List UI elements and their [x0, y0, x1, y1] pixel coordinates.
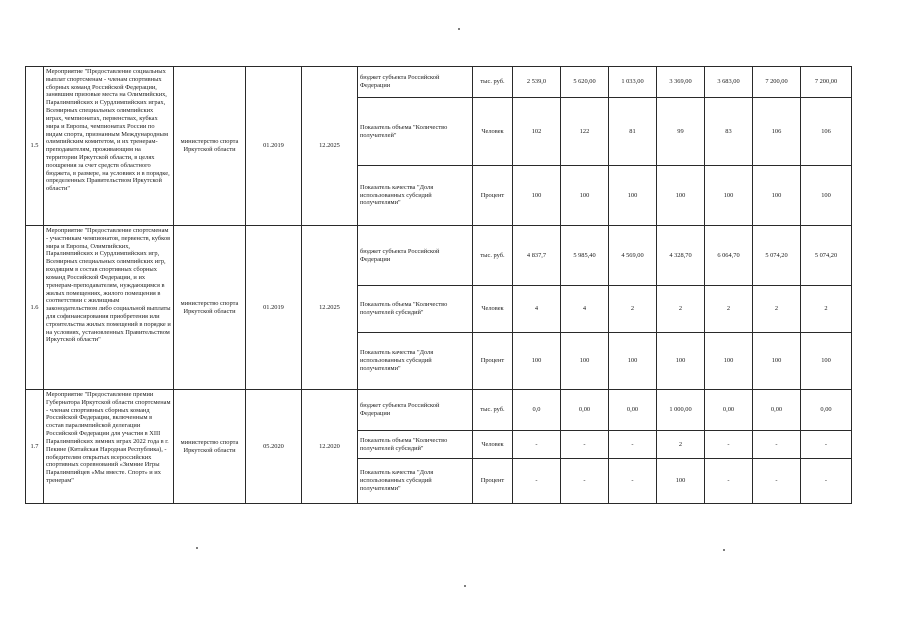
event-description: Мероприятие "Предоставление социальных выплат спортсменам - членам спортивных сборных команд Российской Федерации, занявшим призовые места на Олимпийских, Паралимпийских и Сурдлимпийских играх, Всемирных специальных олимпийских играх, чемпионатах, первенствах, кубках мира и Европы, чемпионатах России по видам спорта, признанным Международным олимпийским комитетом, и их тренерам-преподавателям, проживающим на территории Иркутской области, в целях поощрения за счет средств областного бюджета, в размере, на условиях и в порядке, определенных Правительством Иркутской области"	[44, 67, 174, 226]
scan-speck	[458, 28, 460, 30]
indicator-value: 2	[657, 286, 705, 333]
start-date: 05.2020	[246, 390, 302, 504]
indicator-value: 6 064,70	[705, 226, 753, 286]
program-table	[25, 66, 852, 504]
item-number: 1.6	[26, 226, 44, 390]
indicator-value: 4 569,00	[609, 226, 657, 286]
event-description: Мероприятие "Предоставление спортсменам - участникам чемпионатов, первенств, кубков мира и Европы, Олимпийских, Паралимпийских и Сурдлимпийских игр, Всемирных специальных олимпийских игр, входящим в состав спортивных сборных команд Российской Федерации, и их тренерам-преподавателям, нуждающимся в жилых помещениях, жилого помещения в соответствии с жилищным законодательством либо социальной выплаты для софинансирования приобретения или строительства жилых помещений в порядке и на условиях, установленных Правительством Иркутской области"	[44, 226, 174, 390]
indicator-value: 0,00	[705, 390, 753, 431]
indicator-value: 2	[609, 286, 657, 333]
scan-speck	[464, 585, 466, 587]
indicator-unit: Процент	[473, 333, 513, 390]
indicator-value: 106	[753, 98, 801, 166]
indicator-value: 2	[801, 286, 852, 333]
table-body	[26, 67, 852, 504]
indicator-value: 81	[609, 98, 657, 166]
indicator-value: 106	[801, 98, 852, 166]
indicator-value: 99	[657, 98, 705, 166]
item-number: 1.7	[26, 390, 44, 504]
indicator-value: -	[561, 459, 609, 504]
indicator-unit: Процент	[473, 166, 513, 226]
indicator-value: 100	[705, 166, 753, 226]
indicator-value: 100	[753, 333, 801, 390]
scan-speck	[723, 549, 725, 551]
indicator-value: 100	[609, 166, 657, 226]
table-row	[26, 390, 852, 431]
indicator-value: 100	[561, 166, 609, 226]
indicator-value: 2	[657, 431, 705, 459]
indicator-value: 100	[513, 333, 561, 390]
indicator-unit: Человек	[473, 98, 513, 166]
indicator-value: 0,00	[801, 390, 852, 431]
indicator-value: -	[513, 431, 561, 459]
indicator-value: -	[801, 431, 852, 459]
indicator-value: 7 200,00	[801, 67, 852, 98]
indicator-name: Показатель объема "Количество получателей субсидий"	[358, 431, 473, 459]
indicator-value: -	[753, 431, 801, 459]
indicator-name: бюджет субъекта Российской Федерации	[358, 67, 473, 98]
indicator-unit: тыс. руб.	[473, 226, 513, 286]
indicator-name: Показатель объема "Количество получателей"	[358, 98, 473, 166]
indicator-value: 0,00	[753, 390, 801, 431]
indicator-value: 102	[513, 98, 561, 166]
indicator-value: -	[705, 459, 753, 504]
indicator-value: 2	[705, 286, 753, 333]
table-row	[26, 67, 852, 98]
indicator-value: 1 033,00	[609, 67, 657, 98]
indicator-value: 5 985,40	[561, 226, 609, 286]
responsible-executor: министерство спорта Иркутской области	[174, 226, 246, 390]
indicator-value: 100	[801, 333, 852, 390]
indicator-name: бюджет субъекта Российской Федерации	[358, 226, 473, 286]
indicator-value: 100	[657, 333, 705, 390]
indicator-value: 4 328,70	[657, 226, 705, 286]
start-date: 01.2019	[246, 67, 302, 226]
indicator-name: Показатель объема "Количество получателей субсидий"	[358, 286, 473, 333]
indicator-value: -	[705, 431, 753, 459]
responsible-executor: министерство спорта Иркутской области	[174, 67, 246, 226]
indicator-value: 100	[657, 459, 705, 504]
indicator-unit: тыс. руб.	[473, 67, 513, 98]
start-date: 01.2019	[246, 226, 302, 390]
indicator-value: -	[513, 459, 561, 504]
indicator-value: -	[561, 431, 609, 459]
indicator-value: 0,0	[513, 390, 561, 431]
indicator-unit: Процент	[473, 459, 513, 504]
responsible-executor: министерство спорта Иркутской области	[174, 390, 246, 504]
end-date: 12.2025	[302, 67, 358, 226]
indicator-value: 5 074,20	[801, 226, 852, 286]
indicator-value: 3 683,00	[705, 67, 753, 98]
indicator-value: 4	[513, 286, 561, 333]
indicator-value: 0,00	[561, 390, 609, 431]
end-date: 12.2020	[302, 390, 358, 504]
indicator-value: -	[753, 459, 801, 504]
indicator-value: 100	[609, 333, 657, 390]
indicator-value: 5 074,20	[753, 226, 801, 286]
indicator-name: Показатель качества "Доля использованных субсидий получателями"	[358, 166, 473, 226]
indicator-value: 122	[561, 98, 609, 166]
indicator-value: -	[609, 459, 657, 504]
indicator-value: 100	[753, 166, 801, 226]
event-description: Мероприятие "Предоставление премии Губернатора Иркутской области спортсменам - членам спортивных сборных команд Российской Федерации, включенным в состав паралимпийской делегации Российской Федерации для участия в XIII Паралимпийских зимних играх 2022 года в г. Пекине (Китайская Народная Республика), - победителям открытых всероссийских спортивных соревнований «Зимние Игры Паралимпийцев «Мы вместе. Спорт» и их тренерам"	[44, 390, 174, 504]
indicator-value: 4	[561, 286, 609, 333]
indicator-unit: Человек	[473, 431, 513, 459]
indicator-unit: тыс. руб.	[473, 390, 513, 431]
indicator-name: Показатель качества "Доля использованных субсидий получателями"	[358, 459, 473, 504]
scan-speck	[196, 547, 198, 549]
indicator-value: 7 200,00	[753, 67, 801, 98]
indicator-value: 3 369,00	[657, 67, 705, 98]
indicator-value: 1 000,00	[657, 390, 705, 431]
indicator-value: -	[801, 459, 852, 504]
indicator-value: 100	[561, 333, 609, 390]
indicator-value: 100	[657, 166, 705, 226]
indicator-name: бюджет субъекта Российской Федерации	[358, 390, 473, 431]
indicator-value: 0,00	[609, 390, 657, 431]
indicator-value: 83	[705, 98, 753, 166]
indicator-value: -	[609, 431, 657, 459]
indicator-name: Показатель качества "Доля использованных субсидий получателями"	[358, 333, 473, 390]
end-date: 12.2025	[302, 226, 358, 390]
indicator-value: 5 620,00	[561, 67, 609, 98]
indicator-value: 2 539,0	[513, 67, 561, 98]
indicator-value: 4 837,7	[513, 226, 561, 286]
table-row	[26, 226, 852, 286]
indicator-unit: Человек	[473, 286, 513, 333]
item-number: 1.5	[26, 67, 44, 226]
indicator-value: 2	[753, 286, 801, 333]
indicator-value: 100	[801, 166, 852, 226]
indicator-value: 100	[513, 166, 561, 226]
indicator-value: 100	[705, 333, 753, 390]
